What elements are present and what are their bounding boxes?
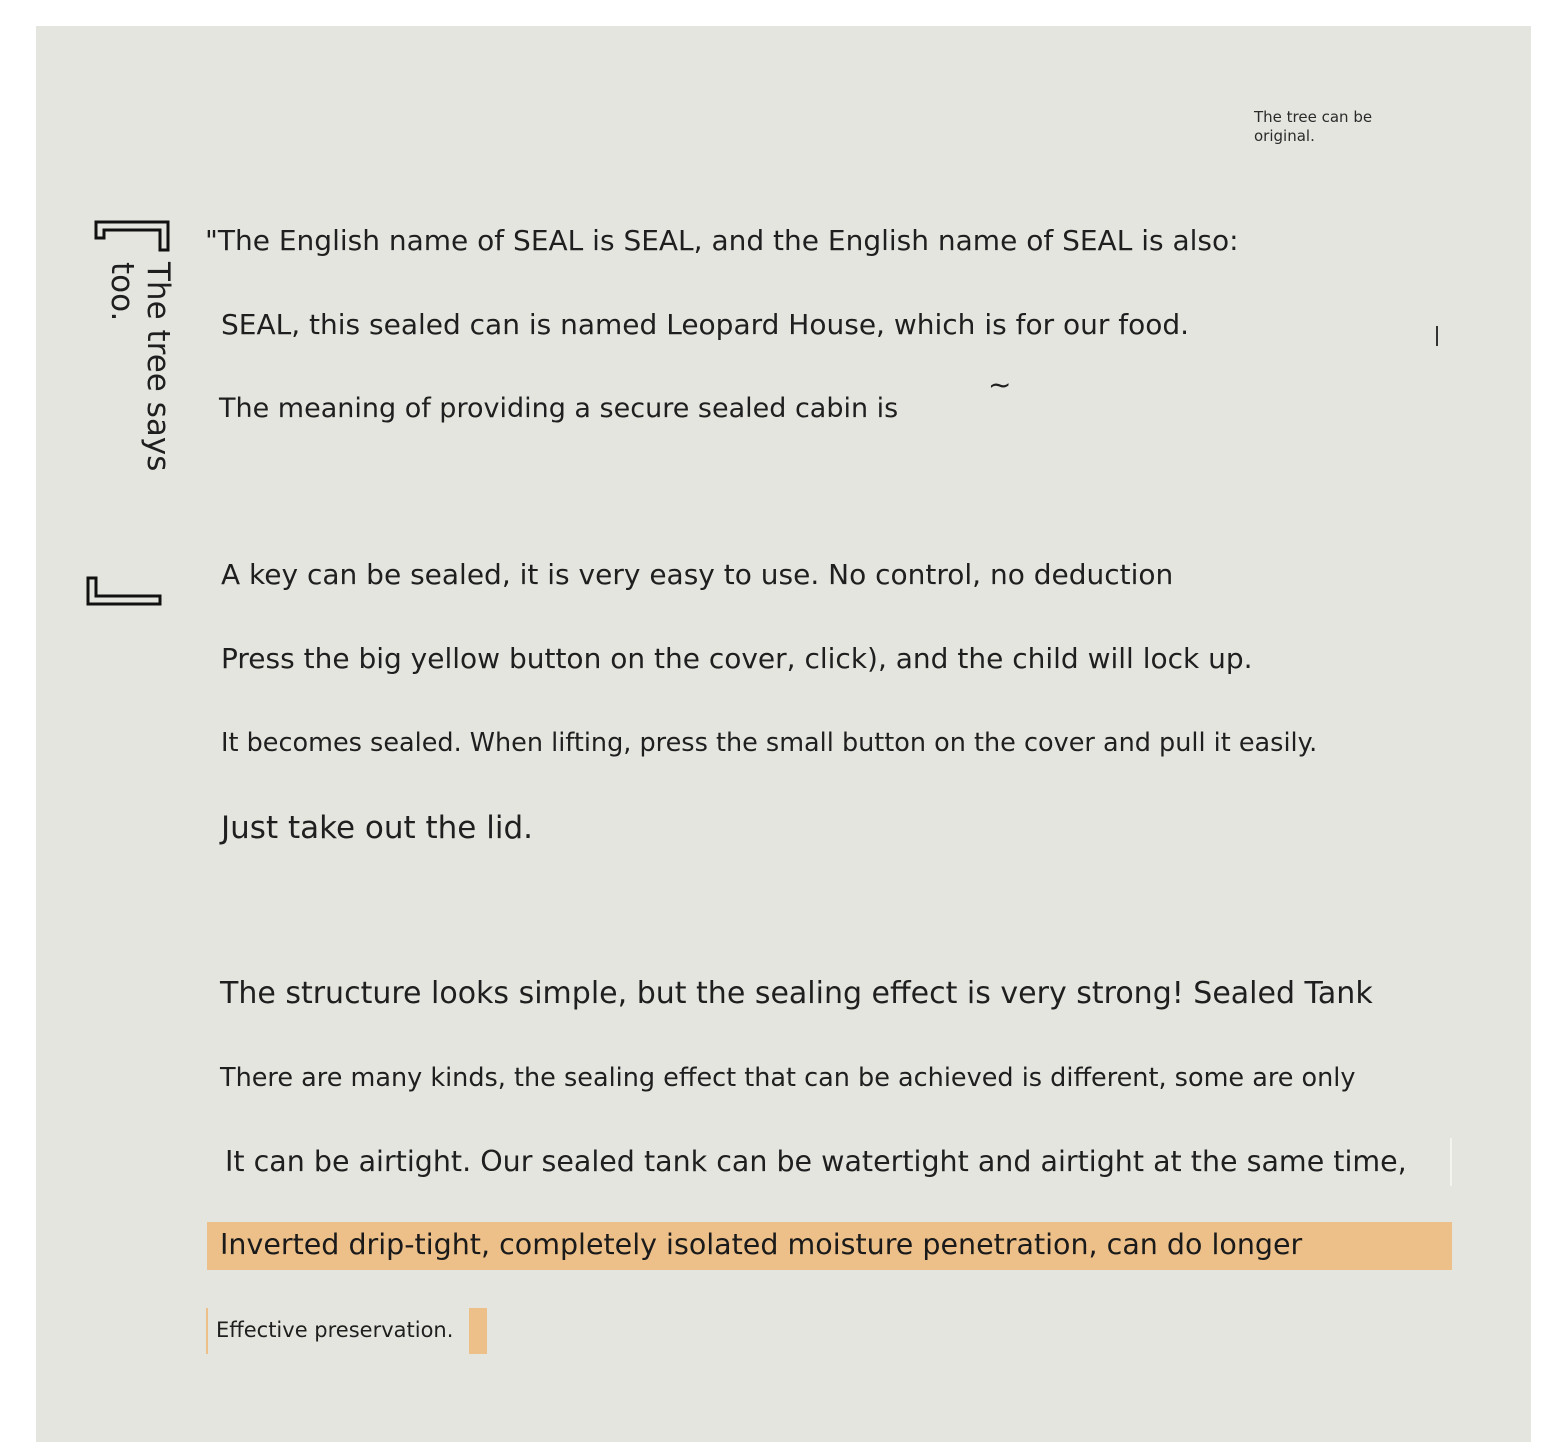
text-line-1: "The English name of SEAL is SEAL, and the English name of SEAL is also: xyxy=(205,224,1239,257)
edge-mark xyxy=(1450,1138,1452,1186)
text-line-5: Press the big yellow button on the cover, click), and the child will lock up. xyxy=(221,642,1253,675)
text-line-10: It can be airtight. Our sealed tank can be watertight and airtight at the same time, xyxy=(225,1145,1407,1178)
text-line-2: SEAL, this sealed can is named Leopard House, which is for our food. xyxy=(221,308,1190,341)
text-line-7: Just take out the lid. xyxy=(221,810,533,846)
text-line-9: There are many kinds, the sealing effect that can be achieved is different, some are only xyxy=(220,1063,1356,1093)
text-line-6: It becomes sealed. When lifting, press the small button on the cover and pull it easily. xyxy=(221,728,1318,758)
tilde-mark: ~ xyxy=(988,368,1012,401)
text-line-3: The meaning of providing a secure sealed cabin is xyxy=(219,393,899,424)
text-line-4: A key can be sealed, it is very easy to use. No control, no deduction xyxy=(221,558,1174,591)
corner-note: The tree can be original. xyxy=(1254,108,1373,145)
text-line-8: The structure looks simple, but the sealing effect is very strong! Sealed Tank xyxy=(220,976,1373,1011)
footer-accent-block xyxy=(469,1308,487,1354)
open-bracket-icon xyxy=(92,220,172,254)
side-label: The tree says too. xyxy=(104,262,176,472)
text-cursor-mark xyxy=(1436,326,1438,346)
close-bracket-icon xyxy=(84,574,164,614)
footer-text: Effective preservation. xyxy=(216,1318,454,1342)
highlighted-text-line: Inverted drip-tight, completely isolated moisture penetration, can do longer xyxy=(220,1228,1303,1261)
footer-accent-line xyxy=(206,1308,208,1354)
